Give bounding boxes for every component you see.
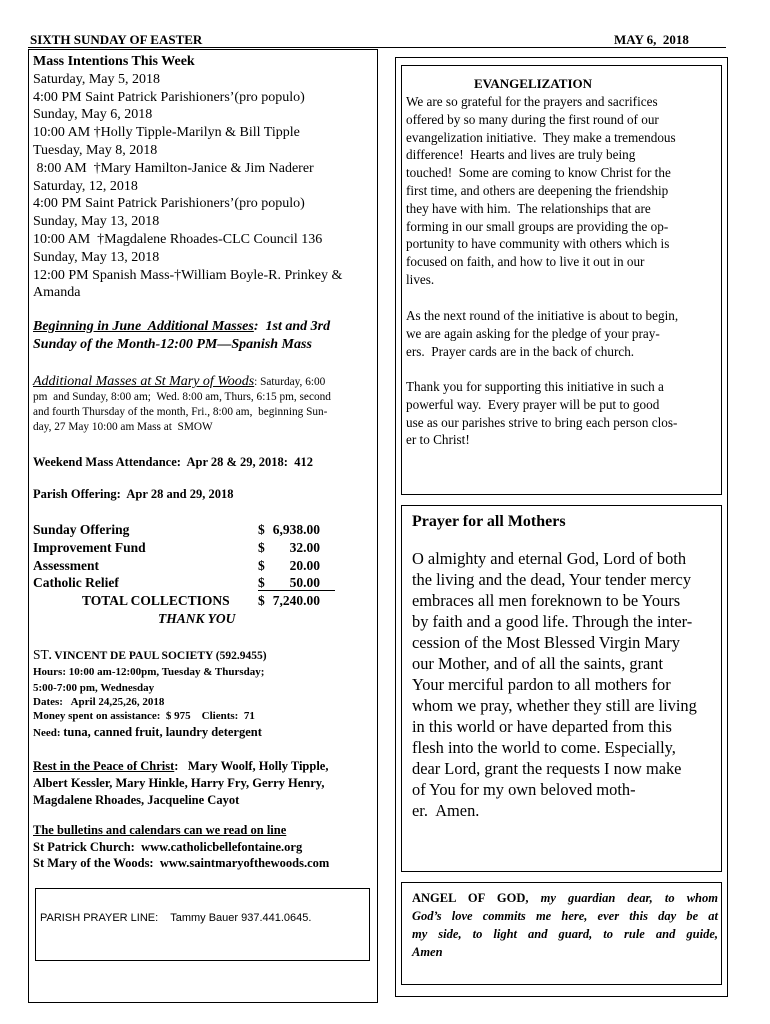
rest-in-peace-line1: : Mary Woolf, Holly Tipple, bbox=[174, 758, 329, 773]
mass-intentions-heading: Mass Intentions This Week bbox=[33, 54, 195, 69]
evangelization-paragraph-2 bbox=[406, 307, 678, 360]
smow-masses-line: pm and Sunday, 8:00 am; Wed. 8:00 am, Thurs, 6:15 pm, second bbox=[33, 391, 331, 403]
weekend-attendance: Weekend Mass Attendance: Apr 28 & 29, 2018: 412 bbox=[33, 455, 313, 469]
evangelization-line: forming in our small groups are providing the op- bbox=[406, 218, 669, 234]
mass-intention-line: Amanda bbox=[33, 285, 81, 301]
offering-table bbox=[33, 521, 343, 628]
prayer-line: the living and the dead, Your tender mercy bbox=[412, 569, 692, 589]
evangelization-line: portunity to have community with others which is bbox=[406, 236, 670, 252]
evangelization-line: touched! Some are coming to know Christ for the bbox=[406, 165, 671, 181]
smow-additional-masses bbox=[33, 374, 331, 435]
header-divider bbox=[28, 47, 726, 48]
amount-value: 7,240.00 bbox=[272, 593, 320, 609]
currency-symbol: $ bbox=[258, 522, 265, 537]
amount-value: 50.00 bbox=[289, 575, 320, 591]
thank-you-text: THANK YOU bbox=[158, 610, 236, 626]
smow-masses-lead: Additional Masses at St Mary of Woods bbox=[33, 374, 255, 389]
mothers-prayer-title: Prayer for all Mothers bbox=[412, 513, 566, 530]
angel-of-god-prayer bbox=[412, 889, 718, 961]
prayer-line: by faith and a good life. Through the inter- bbox=[412, 611, 693, 631]
evangelization-line: er to Christ! bbox=[406, 432, 470, 448]
bulletin-website-line: St Patrick Church: www.catholicbellefontaine.org bbox=[33, 839, 303, 854]
prayer-line: our Mother, and of all the saints, grant bbox=[412, 653, 664, 673]
offering-amount bbox=[258, 557, 320, 575]
mass-intention-line: Tuesday, May 8, 2018 bbox=[33, 142, 158, 158]
june-additional-masses bbox=[33, 318, 330, 354]
prayer-line-text: PARISH PRAYER LINE: Tammy Bauer 937.441.0645. bbox=[40, 912, 312, 924]
evangelization-line: we are again asking for the pledge of your pray- bbox=[406, 325, 660, 341]
prayer-line: flesh into the world to come. Especially, bbox=[412, 737, 676, 757]
mass-intention-line: 4:00 PM Saint Patrick Parishioners’(pro populo) bbox=[33, 89, 305, 105]
evangelization-line: they have with him. The relationships that are bbox=[406, 200, 651, 216]
evangelization-line: powerful way. Every prayer will be put to good bbox=[406, 396, 660, 412]
june-masses-line2: Sunday of the Month-12:00 PM—Spanish Mass bbox=[33, 337, 312, 352]
smow-masses-line: and fourth Thursday of the month, Fri., 8:00 am, beginning Sun- bbox=[33, 406, 328, 418]
mass-intention-line: Saturday, May 5, 2018 bbox=[33, 71, 161, 87]
evangelization-paragraph-1 bbox=[406, 93, 676, 289]
prayer-line: Your merciful pardon to all mothers for bbox=[412, 674, 671, 694]
offering-total-row bbox=[33, 592, 343, 610]
angel-of-god-line: God’s love commits me here, ever this day be at bbox=[412, 909, 718, 923]
svdp-need-items: tuna, canned fruit, laundry detergent bbox=[63, 725, 262, 739]
offering-amount bbox=[258, 521, 320, 539]
svdp-hours-2: 5:00-7:00 pm, Wednesday bbox=[33, 682, 155, 694]
mothers-prayer-body bbox=[412, 548, 697, 821]
amount-value: 6,938.00 bbox=[272, 522, 320, 537]
svdp-hours: Hours: 10:00 am-12:00pm, Tuesday & Thursday; bbox=[33, 666, 265, 678]
evangelization-line: first time, and others are deepening the friendship bbox=[406, 182, 669, 198]
prayer-line: dear Lord, grant the requests I now make bbox=[412, 758, 682, 778]
prayer-line: O almighty and eternal God, Lord of both bbox=[412, 548, 687, 568]
mass-intention-line: Sunday, May 6, 2018 bbox=[33, 107, 153, 123]
prayer-line: of You for my own beloved moth- bbox=[412, 779, 636, 799]
evangelization-line: We are so grateful for the prayers and sacrifices bbox=[406, 94, 658, 109]
rest-in-peace-line: Magdalene Rhoades, Jacqueline Cayot bbox=[33, 792, 240, 807]
prayer-line: er. Amen. bbox=[412, 800, 480, 820]
rest-in-peace-line: Albert Kessler, Mary Hinkle, Harry Fry, Gerry Henry, bbox=[33, 775, 325, 790]
offering-label: Assessment bbox=[33, 557, 99, 573]
offering-row bbox=[33, 574, 343, 592]
angel-of-god-lead: ANGEL OF GOD, bbox=[412, 891, 529, 905]
mass-intentions-section bbox=[33, 53, 342, 302]
total-collections-label: TOTAL COLLECTIONS bbox=[82, 593, 230, 609]
bulletins-online-section bbox=[33, 822, 329, 872]
currency-symbol: $ bbox=[258, 575, 265, 591]
prayer-line: whom we pray, whether they still are living bbox=[412, 695, 697, 715]
smow-masses-line: day, 27 May 10:00 am Mass at SMOW bbox=[33, 421, 213, 433]
angel-of-god-line: Amen bbox=[412, 945, 443, 959]
offering-label: Improvement Fund bbox=[33, 539, 146, 555]
bulletins-heading: The bulletins and calendars can we read on line bbox=[33, 823, 287, 837]
bulletin-date: MAY 6, 2018 bbox=[614, 32, 689, 47]
bulletin-website-line: St Mary of the Woods: www.saintmaryofthewoods.com bbox=[33, 856, 330, 870]
mass-intention-line: 8:00 AM †Mary Hamilton-Janice & Jim Naderer bbox=[33, 160, 314, 176]
currency-symbol: $ bbox=[258, 593, 265, 609]
svdp-need bbox=[33, 724, 262, 741]
svdp-money: Money spent on assistance: $ 975 Clients: 71 bbox=[33, 710, 255, 722]
offering-amount bbox=[258, 539, 320, 557]
mass-intention-line: Sunday, May 13, 2018 bbox=[33, 214, 160, 230]
offering-amount bbox=[258, 574, 335, 591]
thank-you-row bbox=[33, 610, 343, 628]
svdp-dates: Dates: April 24,25,26, 2018 bbox=[33, 696, 165, 708]
evangelization-line: lives. bbox=[406, 271, 435, 287]
rest-in-peace-section bbox=[33, 758, 328, 809]
total-collections-amount bbox=[258, 592, 320, 610]
bulletin-title: SIXTH SUNDAY OF EASTER bbox=[30, 32, 203, 47]
amount-value: 32.00 bbox=[289, 539, 320, 555]
smow-masses-line1: : Saturday, 6:00 bbox=[254, 376, 326, 388]
mass-intention-line: Saturday, 12, 2018 bbox=[33, 178, 138, 194]
mass-intention-line: Sunday, May 13, 2018 bbox=[33, 249, 160, 265]
june-masses-lead: Beginning in June Additional Masses bbox=[33, 319, 254, 334]
parish-offering-heading: Parish Offering: Apr 28 and 29, 2018 bbox=[33, 487, 234, 501]
offering-label: Catholic Relief bbox=[33, 575, 119, 591]
june-masses-line1: : 1st and 3rd bbox=[253, 319, 331, 334]
offering-row bbox=[33, 539, 343, 557]
svdp-need-label: Need: bbox=[33, 727, 64, 739]
evangelization-paragraph-3 bbox=[406, 378, 677, 449]
offering-label: Sunday Offering bbox=[33, 522, 130, 537]
evangelization-line: ers. Prayer cards are in the back of church. bbox=[406, 343, 635, 359]
prayer-line: in this world or have departed from this bbox=[412, 716, 672, 736]
evangelization-line: offered by so many during the first round of our bbox=[406, 111, 659, 127]
evangelization-line: Thank you for supporting this initiative in such a bbox=[406, 379, 664, 394]
prayer-line: embraces all men foreknown to be Yours bbox=[412, 590, 681, 610]
evangelization-line: use as our parishes strive to bring each person clos- bbox=[406, 414, 678, 430]
mass-intention-line: 10:00 AM †Holly Tipple-Marilyn & Bill Tipple bbox=[33, 125, 300, 141]
offering-row bbox=[33, 557, 343, 575]
svdp-heading-title: . VINCENT DE PAUL SOCIETY (592.9455) bbox=[48, 650, 267, 662]
evangelization-heading: EVANGELIZATION bbox=[474, 76, 592, 91]
angel-of-god-line1: my guardian dear, to whom bbox=[528, 891, 718, 905]
rest-in-peace-lead: Rest in the Peace of Christ bbox=[33, 758, 175, 773]
currency-symbol: $ bbox=[258, 557, 265, 573]
amount-value: 20.00 bbox=[289, 557, 320, 573]
mass-intention-line: 12:00 PM Spanish Mass-†William Boyle-R. Prinkey & bbox=[33, 267, 343, 283]
evangelization-line: As the next round of the initiative is about to begin, bbox=[406, 308, 679, 323]
svdp-heading-st: ST bbox=[33, 647, 49, 662]
angel-of-god-line: my side, to light and guard, to rule and guide, bbox=[412, 927, 718, 941]
svdp-heading bbox=[33, 646, 267, 665]
offering-row bbox=[33, 521, 343, 539]
mass-intention-line: 4:00 PM Saint Patrick Parishioners’(pro populo) bbox=[33, 196, 305, 212]
evangelization-line: evangelization initiative. They make a tremendous bbox=[406, 129, 676, 145]
evangelization-line: focused on faith, and how to live it out in our bbox=[406, 254, 645, 270]
mass-intention-line: 10:00 AM †Magdalene Rhoades-CLC Council 136 bbox=[33, 231, 323, 247]
prayer-line: cession of the Most Blessed Virgin Mary bbox=[412, 632, 680, 652]
currency-symbol: $ bbox=[258, 539, 265, 555]
evangelization-line: difference! Hearts and lives are truly being bbox=[406, 147, 636, 163]
